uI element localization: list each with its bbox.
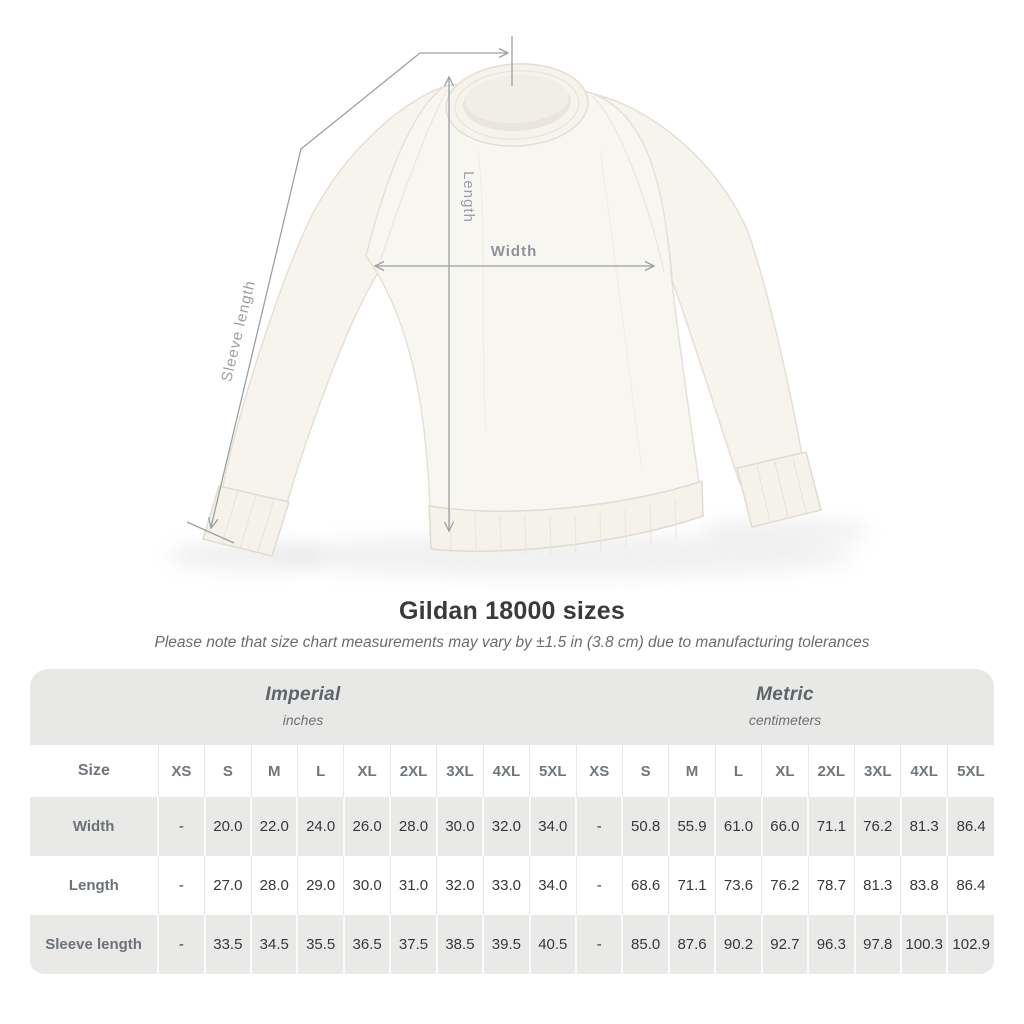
width-value-cell: 34.0 (530, 797, 576, 856)
width-value-cell: 76.2 (855, 797, 901, 856)
sleeve-length-value-cell: 92.7 (762, 915, 808, 974)
length-value-cell: 32.0 (437, 856, 483, 915)
length-value-cell: 33.0 (483, 856, 529, 915)
size-column-header: 5XL (530, 745, 576, 797)
length-value-cell: 68.6 (622, 856, 668, 915)
row-label-length: Length (30, 856, 158, 915)
imperial-header (30, 669, 576, 745)
page-title: Gildan 18000 sizes (399, 597, 625, 625)
size-column-header: M (669, 745, 715, 797)
sleeve-length-value-cell: 102.9 (947, 915, 994, 974)
width-value-cell: 32.0 (483, 797, 529, 856)
sleeve-length-label: Sleeve length (218, 278, 260, 384)
sleeve-length-value-cell: 87.6 (669, 915, 715, 974)
length-value-cell: 86.4 (947, 856, 994, 915)
size-column-header: XL (762, 745, 808, 797)
size-header-label: Size (30, 745, 158, 797)
sleeve-length-value-cell: 38.5 (437, 915, 483, 974)
size-column-header: 2XL (390, 745, 436, 797)
sleeve-length-value-cell: - (576, 915, 622, 974)
metric-label: Metric (756, 684, 814, 705)
width-value-cell: 66.0 (762, 797, 808, 856)
length-value-cell: 27.0 (205, 856, 251, 915)
length-value-cell: 76.2 (762, 856, 808, 915)
length-value-cell: 28.0 (251, 856, 297, 915)
sleeve-length-value-cell: 85.0 (622, 915, 668, 974)
size-table-grid (30, 669, 994, 974)
sleeve-length-value-cell: 100.3 (901, 915, 947, 974)
sleeve-length-row (30, 915, 994, 974)
sleeve-length-value-cell: - (158, 915, 204, 974)
sleeve-length-value-cell: 36.5 (344, 915, 390, 974)
row-label-sleeve-length: Sleeve length (30, 915, 158, 974)
length-value-cell: 71.1 (669, 856, 715, 915)
sleeve-length-value-cell: 40.5 (530, 915, 576, 974)
tolerance-note: Please note that size chart measurements may vary by ±1.5 in (3.8 cm) due to manufacturing tolerances (154, 634, 870, 651)
size-column-header: 5XL (947, 745, 994, 797)
size-column-header: XL (344, 745, 390, 797)
width-value-cell: - (576, 797, 622, 856)
size-column-header: S (205, 745, 251, 797)
imperial-label: Imperial (265, 684, 341, 705)
size-column-header: M (251, 745, 297, 797)
length-value-cell: - (158, 856, 204, 915)
sleeve-length-value-cell: 90.2 (715, 915, 761, 974)
width-value-cell: 86.4 (947, 797, 994, 856)
sleeve-length-value-cell: 33.5 (205, 915, 251, 974)
metric-unit-label: centimeters (748, 712, 822, 728)
width-value-cell: 81.3 (901, 797, 947, 856)
sleeve-length-value-cell: 97.8 (855, 915, 901, 974)
length-row (30, 856, 994, 915)
size-column-header: L (715, 745, 761, 797)
length-value-cell: 34.0 (530, 856, 576, 915)
length-value-cell: 78.7 (808, 856, 854, 915)
width-label: Width (490, 243, 538, 260)
width-value-cell: - (158, 797, 204, 856)
size-table (30, 669, 994, 974)
width-value-cell: 28.0 (390, 797, 436, 856)
width-value-cell: 30.0 (437, 797, 483, 856)
size-column-header: XS (158, 745, 204, 797)
sleeve-length-value-cell: 37.5 (390, 915, 436, 974)
width-row (30, 797, 994, 856)
size-column-header: 4XL (901, 745, 947, 797)
length-value-cell: 31.0 (390, 856, 436, 915)
width-value-cell: 24.0 (297, 797, 343, 856)
metric-header (576, 669, 994, 745)
unit-header-row (30, 669, 994, 745)
size-column-header: S (622, 745, 668, 797)
length-label: Length (460, 171, 477, 223)
length-value-cell: 81.3 (855, 856, 901, 915)
width-value-cell: 55.9 (669, 797, 715, 856)
length-value-cell: 29.0 (297, 856, 343, 915)
size-column-header: 3XL (855, 745, 901, 797)
size-column-header: 3XL (437, 745, 483, 797)
sleeve-length-value-cell: 96.3 (808, 915, 854, 974)
size-header-row (30, 745, 994, 797)
row-label-width: Width (30, 797, 158, 856)
size-column-header: L (297, 745, 343, 797)
size-column-header: XS (576, 745, 622, 797)
width-value-cell: 20.0 (205, 797, 251, 856)
size-column-header: 4XL (483, 745, 529, 797)
width-value-cell: 71.1 (808, 797, 854, 856)
width-value-cell: 26.0 (344, 797, 390, 856)
length-value-cell: 83.8 (901, 856, 947, 915)
imperial-unit-label: inches (282, 712, 324, 728)
width-value-cell: 50.8 (622, 797, 668, 856)
sleeve-length-value-cell: 34.5 (251, 915, 297, 974)
length-value-cell: 73.6 (715, 856, 761, 915)
size-column-header: 2XL (808, 745, 854, 797)
width-value-cell: 22.0 (251, 797, 297, 856)
length-value-cell: 30.0 (344, 856, 390, 915)
length-value-cell: - (576, 856, 622, 915)
sleeve-length-value-cell: 39.5 (483, 915, 529, 974)
heading-block (0, 596, 1024, 652)
width-value-cell: 61.0 (715, 797, 761, 856)
sleeve-length-value-cell: 35.5 (297, 915, 343, 974)
